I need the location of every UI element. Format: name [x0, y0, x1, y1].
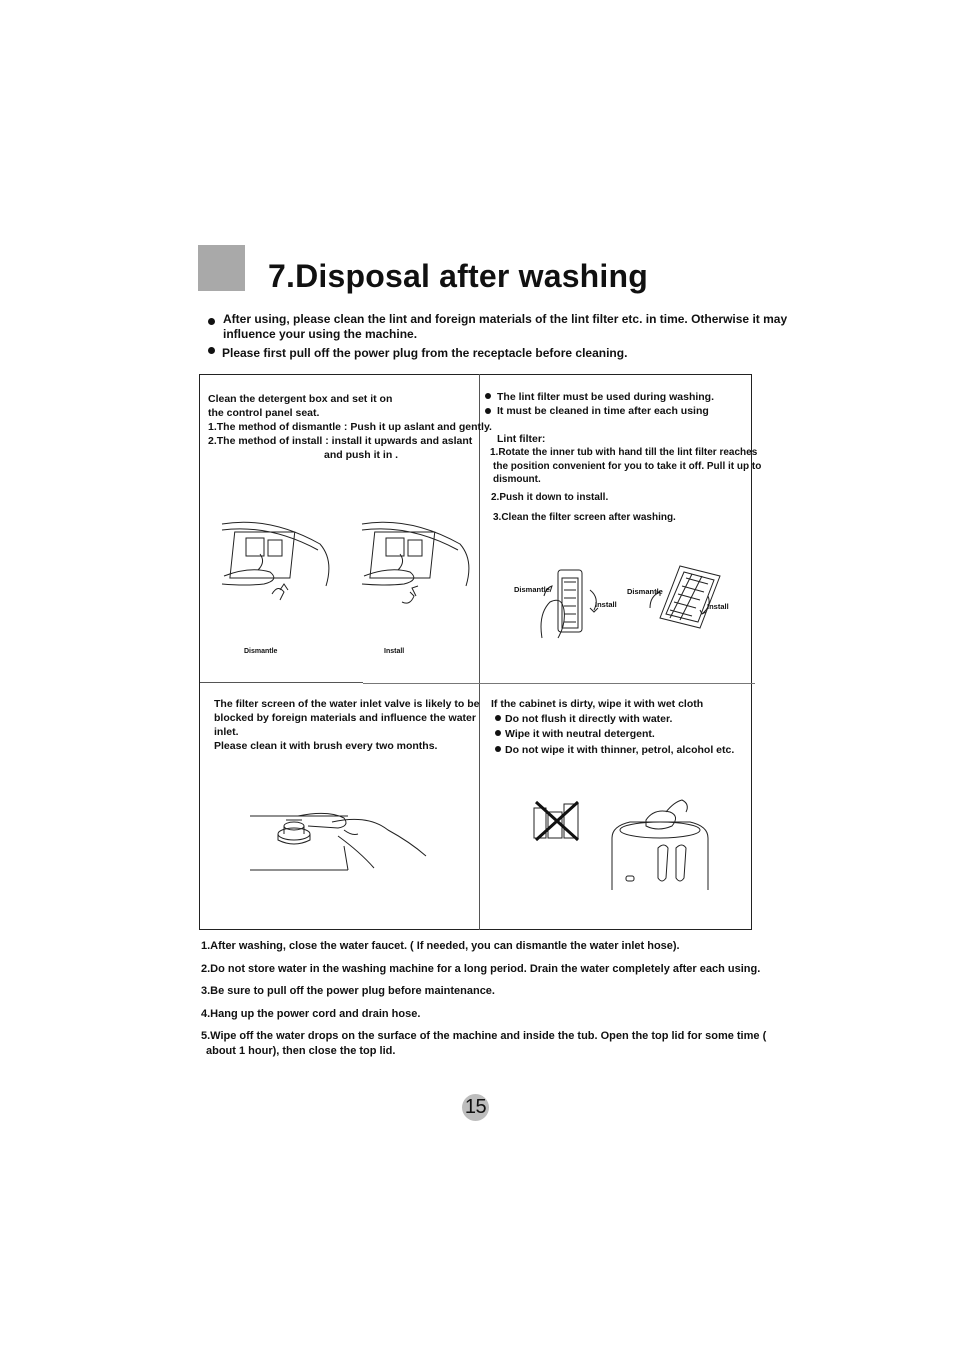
note-5-line-2: about 1 hour), then close the top lid. [206, 1045, 396, 1057]
lint-right-label-install: Install [707, 602, 729, 611]
cabinet-bullet-1: Do not flush it directly with water. [505, 713, 673, 725]
lint-step-1-line-2: the position convenient for you to take it off. Pull it up to [493, 461, 762, 472]
page-title: 7.Disposal after washing [268, 258, 649, 294]
note-4: 4.Hang up the power cord and drain hose. [201, 1008, 421, 1020]
note-2: 2.Do not store water in the washing machine for a long period. Drain the water completely after each using. [201, 963, 761, 975]
detergent-box-dismantle-illustration [220, 520, 340, 620]
panel-divider-horizontal-right [363, 683, 755, 684]
detergent-line-1: Clean the detergent box and set it on [208, 393, 393, 405]
panel-divider-vertical [479, 374, 480, 930]
intro-bullet-1 [223, 312, 787, 342]
lint-step-1-line-1: 1.Rotate the inner tub with hand till the lint filter reaches [490, 447, 758, 458]
bullet-dot [485, 408, 491, 414]
intro-bullet-1-line-2: influence your using the machine. [223, 327, 418, 341]
intro-bullet-1-line-1: After using, please clean the lint and foreign materials of the lint filter etc. in time. Otherwise it may [223, 312, 788, 326]
page-number: 15 [462, 1094, 489, 1121]
no-solvents-crossed-icon [530, 798, 584, 844]
bullet-dot [495, 730, 501, 736]
label-install: Install [384, 648, 405, 655]
detergent-line-5: and push it in . [324, 449, 399, 461]
lint-step-2: 2.Push it down to install. [491, 492, 609, 503]
detergent-line-3: 1.The method of dismantle : Push it up aslant and gently. [208, 421, 492, 433]
lint-left-label-dismantle: Dismantle [514, 585, 550, 594]
bullet-dot [485, 393, 491, 399]
bullet-dot [495, 746, 501, 752]
inlet-line-4: Please clean it with brush every two months. [214, 740, 438, 752]
panel-divider-horizontal-left [200, 682, 363, 683]
note-1: 1.After washing, close the water faucet. ( If needed, you can dismantle the water inlet hose). [201, 940, 680, 952]
lint-bullet-1: The lint filter must be used during washing. [497, 391, 715, 403]
inlet-valve-brush-illustration [248, 806, 432, 872]
section-marker-square [198, 245, 245, 291]
label-dismantle: Dismantle [244, 648, 278, 655]
detergent-box-install-illustration [360, 520, 480, 620]
lint-right-label-dismantle: Dismantle [627, 587, 663, 596]
lint-bullet-2: It must be cleaned in time after each using [497, 405, 709, 417]
lint-heading: Lint filter: [497, 433, 546, 445]
bullet-dot [495, 715, 501, 721]
note-3: 3.Be sure to pull off the power plug before maintenance. [201, 985, 495, 997]
lint-step-3: 3.Clean the filter screen after washing. [493, 512, 676, 523]
cabinet-bullet-3: Do not wipe it with thinner, petrol, alcohol etc. [505, 744, 735, 756]
intro-bullet-2: Please first pull off the power plug from the receptacle before cleaning. [222, 346, 628, 360]
bullet-dot [208, 347, 215, 354]
detergent-line-4: 2.The method of install : install it upwards and aslant [208, 435, 473, 447]
inlet-line-3: inlet. [214, 726, 239, 738]
cabinet-bullet-2: Wipe it with neutral detergent. [505, 728, 655, 740]
lint-step-1-line-3: dismount. [493, 474, 541, 485]
detergent-line-2: the control panel seat. [208, 407, 320, 419]
cabinet-wiping-illustration [610, 798, 710, 898]
lint-left-label-install: Install [595, 600, 617, 609]
inlet-line-1: The filter screen of the water inlet valve is likely to be [214, 698, 480, 710]
note-5-line-1: 5.Wipe off the water drops on the surface of the machine and inside the tub. Open the top lid for some time ( [201, 1030, 767, 1042]
inlet-line-2: blocked by foreign materials and influence the water [214, 712, 476, 724]
bullet-dot [208, 318, 215, 325]
cabinet-heading: If the cabinet is dirty, wipe it with wet cloth [491, 698, 704, 710]
